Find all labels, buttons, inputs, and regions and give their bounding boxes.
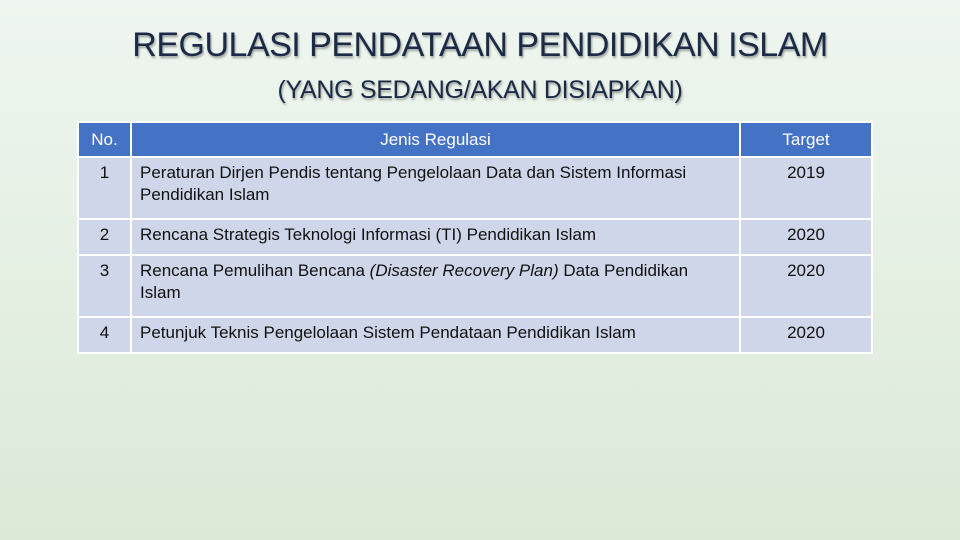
table-row <box>78 157 872 219</box>
row-number: 3 <box>78 255 131 317</box>
row-regulation: Rencana Strategis Teknologi Informasi (TI) Pendidikan Islam <box>131 219 740 255</box>
row-target: 2020 <box>740 255 872 317</box>
row-regulation: Peraturan Dirjen Pendis tentang Pengelolaan Data dan Sistem Informasi Pendidikan Islam <box>131 157 740 219</box>
slide-subtitle: (YANG SEDANG/AKAN DISIAPKAN) <box>277 76 683 104</box>
header-target: Target <box>740 122 872 157</box>
header-no: No. <box>78 122 131 157</box>
table-row <box>78 219 872 255</box>
row-regulation: Petunjuk Teknis Pengelolaan Sistem Pendataan Pendidikan Islam <box>131 317 740 353</box>
row-regulation-italic-text: (Disaster Recovery Plan) <box>369 261 559 280</box>
table-row <box>78 317 872 353</box>
row-regulation <box>131 255 740 317</box>
row-regulation-text: Rencana Pemulihan Bencana <box>140 261 370 280</box>
row-number: 4 <box>78 317 131 353</box>
row-target: 2019 <box>740 157 872 219</box>
slide-title: REGULASI PENDATAAN PENDIDIKAN ISLAM <box>132 26 828 64</box>
row-number: 2 <box>78 219 131 255</box>
regulation-table <box>77 121 873 354</box>
row-number: 1 <box>78 157 131 219</box>
table-header-row <box>78 122 872 157</box>
row-target: 2020 <box>740 317 872 353</box>
header-jenis-regulasi: Jenis Regulasi <box>131 122 740 157</box>
table-row <box>78 255 872 317</box>
row-regulation-text-end: Data Pendidikan Islam <box>140 261 689 302</box>
row-target: 2020 <box>740 219 872 255</box>
